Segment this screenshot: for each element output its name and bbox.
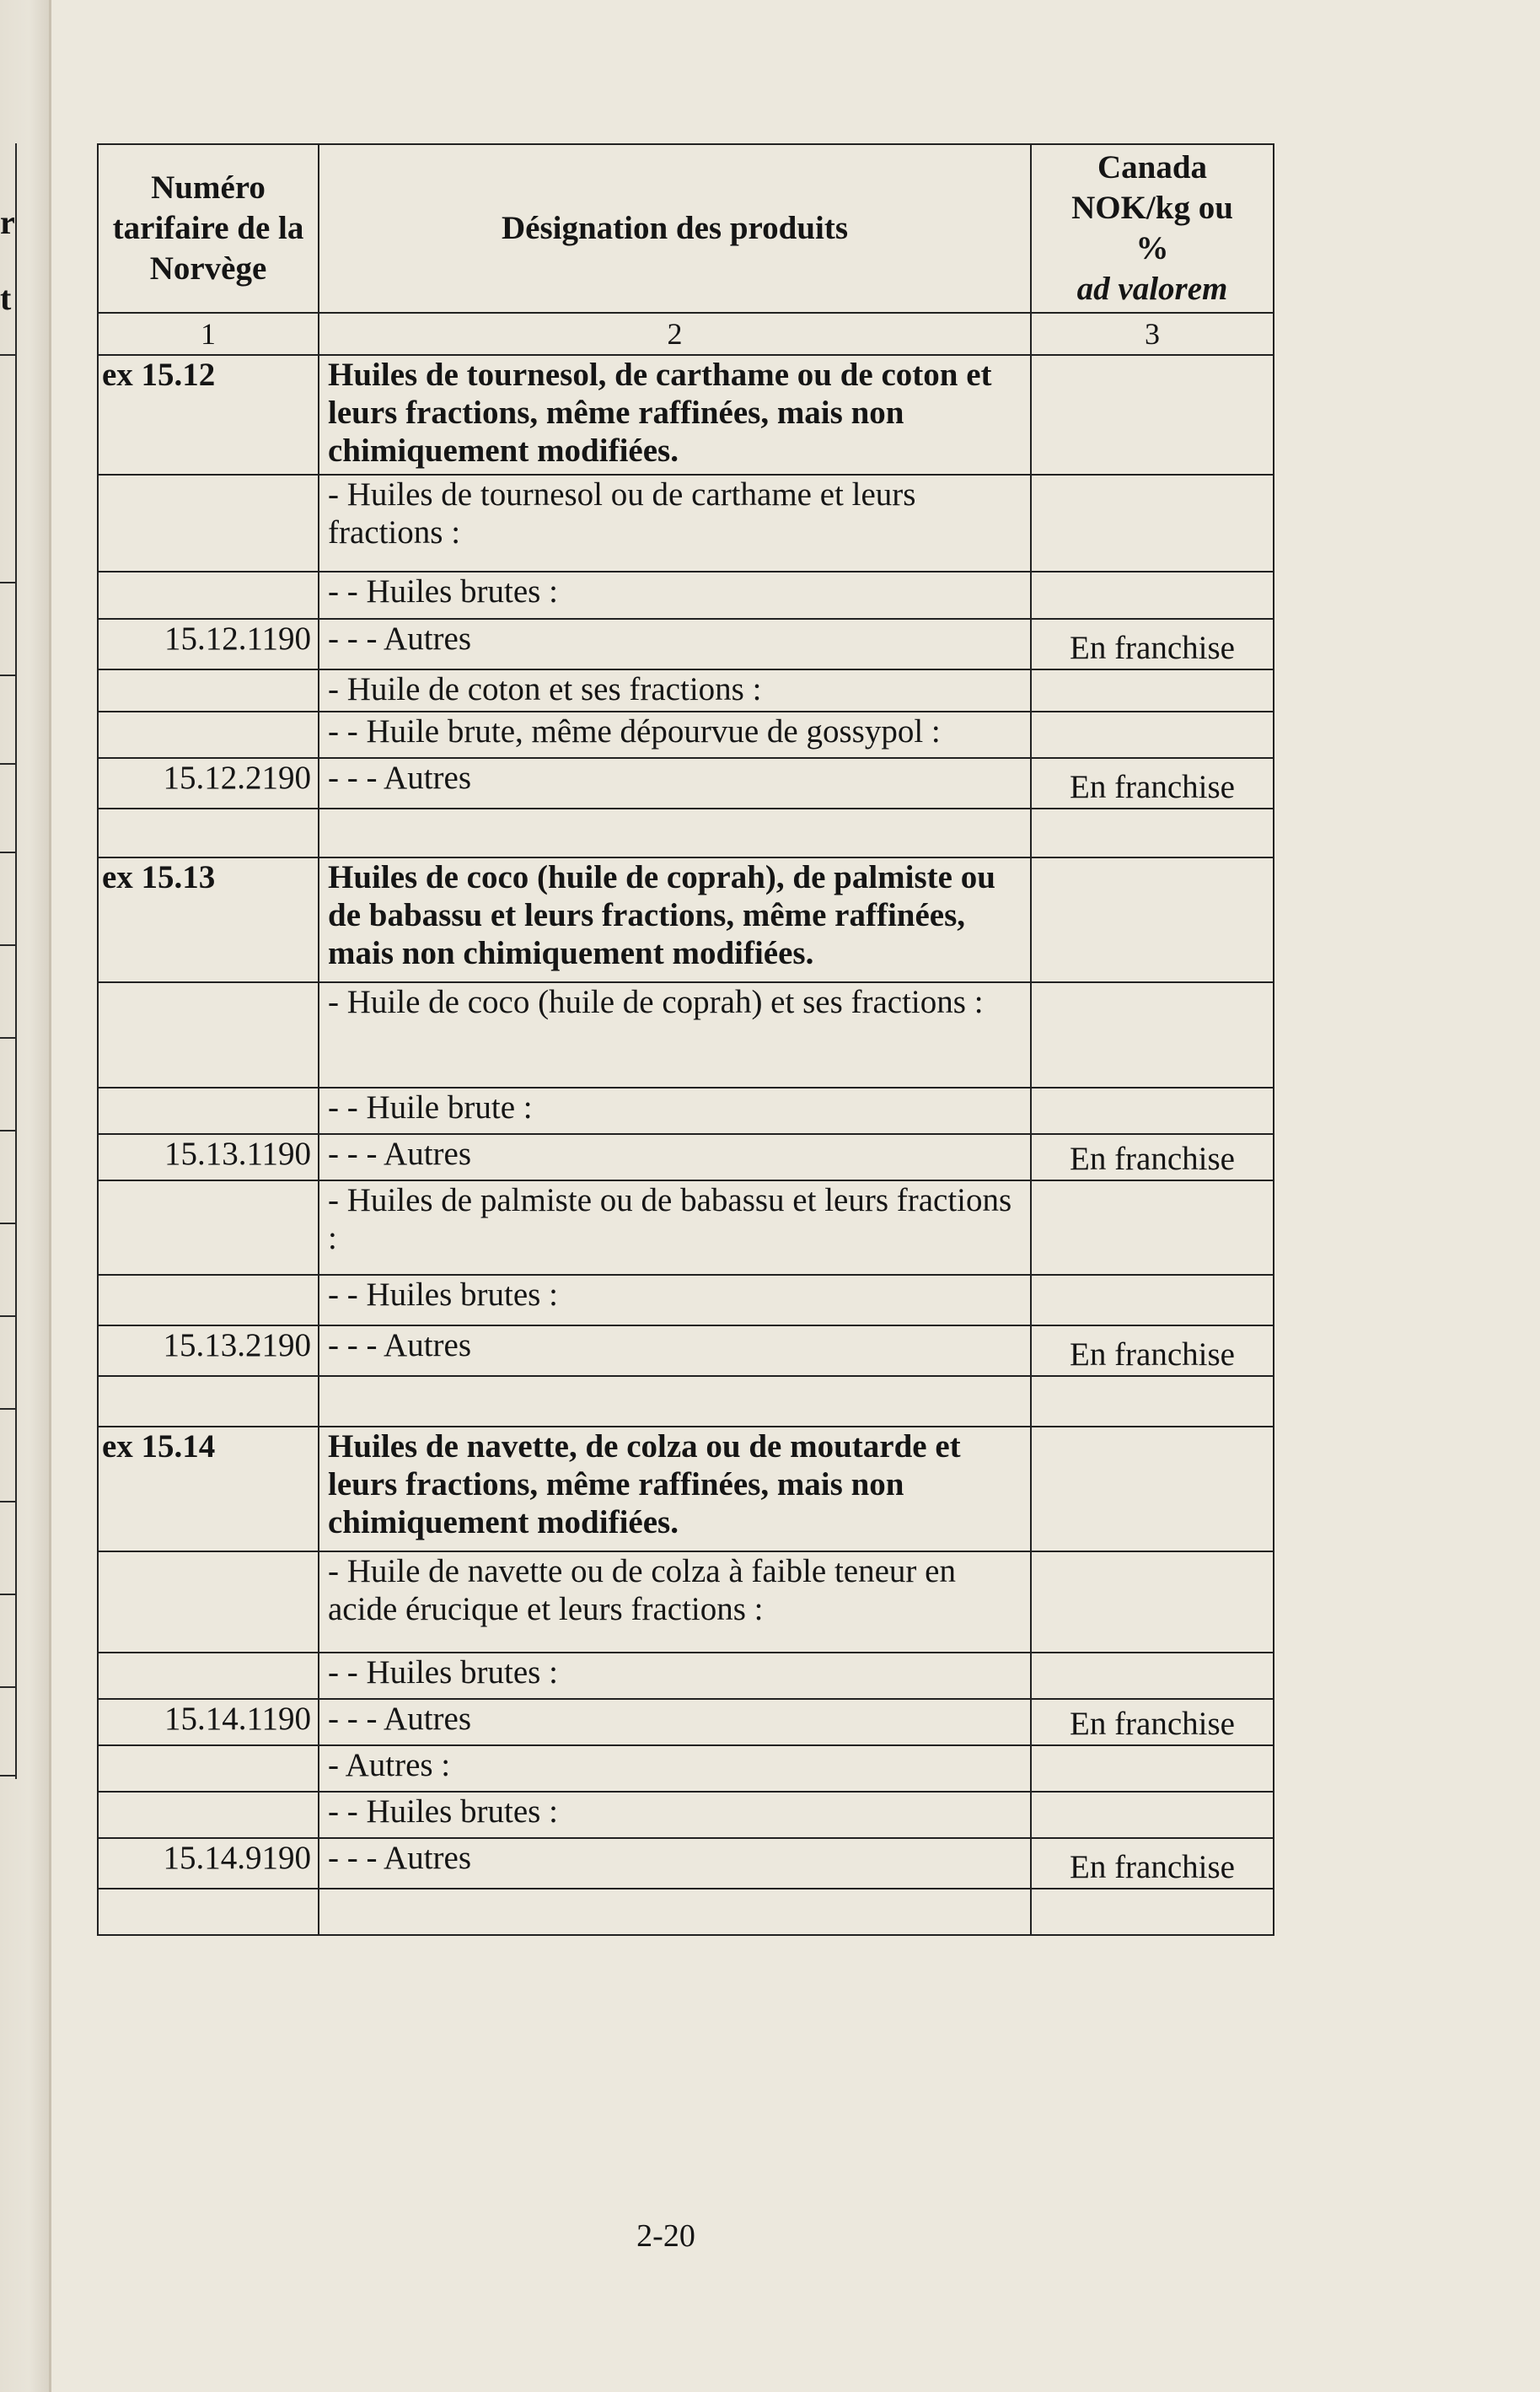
table-row bbox=[98, 1088, 1274, 1134]
table-row bbox=[98, 1551, 1274, 1653]
duty-rate-cell: En franchise bbox=[1031, 619, 1274, 669]
table-row bbox=[98, 1134, 1274, 1180]
duty-rate-cell bbox=[1031, 712, 1274, 758]
header-row bbox=[98, 144, 1274, 313]
duty-rate-cell bbox=[1031, 1275, 1274, 1325]
tariff-table-body bbox=[98, 355, 1274, 1935]
table-row bbox=[98, 1275, 1274, 1325]
duty-rate-cell bbox=[1031, 1551, 1274, 1653]
duty-rate-cell bbox=[1031, 809, 1274, 857]
duty-rate-cell bbox=[1031, 1180, 1274, 1275]
product-designation-cell: - Autres : bbox=[319, 1745, 1031, 1792]
column-number-1: 1 bbox=[98, 313, 319, 355]
table-row bbox=[98, 1792, 1274, 1838]
duty-rate-cell: En franchise bbox=[1031, 1838, 1274, 1889]
table-row bbox=[98, 758, 1274, 809]
column-number-row bbox=[98, 313, 1274, 355]
tariff-number-cell bbox=[98, 1745, 319, 1792]
table-row bbox=[98, 1699, 1274, 1745]
adjacent-page-border bbox=[15, 143, 17, 1779]
tariff-number-cell bbox=[98, 572, 319, 619]
duty-rate-cell bbox=[1031, 355, 1274, 475]
duty-rate-cell: En franchise bbox=[1031, 1325, 1274, 1376]
tariff-number-cell bbox=[98, 1653, 319, 1699]
product-designation-cell: - Huiles de tournesol ou de carthame et leurs fractions : bbox=[319, 475, 1031, 572]
table-row bbox=[98, 475, 1274, 572]
product-designation-cell: Huiles de navette, de colza ou de moutarde et leurs fractions, même raffinées, mais non chimiquement modifiées. bbox=[319, 1427, 1031, 1551]
product-designation-cell bbox=[319, 1376, 1031, 1427]
header-nok-line: NOK/kg ou bbox=[1071, 190, 1233, 226]
duty-rate-cell: En franchise bbox=[1031, 758, 1274, 809]
duty-rate-cell bbox=[1031, 572, 1274, 619]
product-designation-cell bbox=[319, 1889, 1031, 1935]
product-designation-cell: - - Huiles brutes : bbox=[319, 1275, 1031, 1325]
duty-rate-cell bbox=[1031, 1792, 1274, 1838]
product-designation-cell: - Huile de coton et ses fractions : bbox=[319, 669, 1031, 712]
duty-rate-cell bbox=[1031, 982, 1274, 1088]
adjacent-page-edge bbox=[0, 0, 51, 2392]
tariff-number-cell bbox=[98, 1889, 319, 1935]
table-row bbox=[98, 669, 1274, 712]
tariff-number-cell: 15.12.2190 bbox=[98, 758, 319, 809]
duty-rate-cell bbox=[1031, 1427, 1274, 1551]
product-designation-cell: - - Huiles brutes : bbox=[319, 572, 1031, 619]
table-row bbox=[98, 1376, 1274, 1427]
tariff-number-cell: 15.13.1190 bbox=[98, 1134, 319, 1180]
table-row bbox=[98, 809, 1274, 857]
product-designation-cell: - Huile de coco (huile de coprah) et ses fractions : bbox=[319, 982, 1031, 1088]
table-row bbox=[98, 1745, 1274, 1792]
tariff-number-cell: ex 15.13 bbox=[98, 857, 319, 982]
duty-rate-cell bbox=[1031, 1088, 1274, 1134]
product-designation-cell: - - Huile brute, même dépourvue de gossypol : bbox=[319, 712, 1031, 758]
table-row bbox=[98, 712, 1274, 758]
tariff-number-cell bbox=[98, 1275, 319, 1325]
table-row bbox=[98, 1427, 1274, 1551]
header-canada-line: Canada bbox=[1097, 149, 1208, 185]
table-row bbox=[98, 1325, 1274, 1376]
product-designation-cell: - Huile de navette ou de colza à faible teneur en acide érucique et leurs fractions : bbox=[319, 1551, 1031, 1653]
tariff-number-cell bbox=[98, 1792, 319, 1838]
product-designation-cell: Huiles de coco (huile de coprah), de palmiste ou de babassu et leurs fractions, même raffinées, mais non chimiquement modifiées. bbox=[319, 857, 1031, 982]
duty-rate-cell bbox=[1031, 1745, 1274, 1792]
product-designation-cell: - - - Autres bbox=[319, 758, 1031, 809]
product-designation-cell: - - - Autres bbox=[319, 619, 1031, 669]
margin-glyph: t bbox=[0, 279, 12, 317]
tariff-number-cell: 15.13.2190 bbox=[98, 1325, 319, 1376]
tariff-number-cell: 15.14.9190 bbox=[98, 1838, 319, 1889]
tariff-number-cell bbox=[98, 982, 319, 1088]
tariff-number-cell: 15.12.1190 bbox=[98, 619, 319, 669]
tariff-number-cell bbox=[98, 712, 319, 758]
duty-rate-cell: En franchise bbox=[1031, 1699, 1274, 1745]
table-row bbox=[98, 857, 1274, 982]
header-tariff-number: Numéro tarifaire de la Norvège bbox=[98, 144, 319, 313]
duty-rate-cell bbox=[1031, 1653, 1274, 1699]
product-designation-cell bbox=[319, 809, 1031, 857]
header-ad-valorem-line: ad valorem bbox=[1076, 271, 1228, 307]
product-designation-cell: - - - Autres bbox=[319, 1838, 1031, 1889]
product-designation-cell: - - Huiles brutes : bbox=[319, 1792, 1031, 1838]
duty-rate-cell bbox=[1031, 475, 1274, 572]
tariff-table-container bbox=[97, 143, 1273, 1936]
table-row bbox=[98, 355, 1274, 475]
tariff-number-cell: 15.14.1190 bbox=[98, 1699, 319, 1745]
product-designation-cell: Huiles de tournesol, de carthame ou de coton et leurs fractions, même raffinées, mais non chimiquement modifiées. bbox=[319, 355, 1031, 475]
product-designation-cell: - - - Autres bbox=[319, 1134, 1031, 1180]
header-percent-line: % bbox=[1135, 230, 1169, 266]
duty-rate-cell bbox=[1031, 857, 1274, 982]
product-designation-cell: - - Huiles brutes : bbox=[319, 1653, 1031, 1699]
duty-rate-cell bbox=[1031, 669, 1274, 712]
duty-rate-cell: En franchise bbox=[1031, 1134, 1274, 1180]
product-designation-cell: - - - Autres bbox=[319, 1325, 1031, 1376]
tariff-number-cell bbox=[98, 1088, 319, 1134]
table-row bbox=[98, 572, 1274, 619]
header-product-designation: Désignation des produits bbox=[319, 144, 1031, 313]
tariff-number-cell bbox=[98, 809, 319, 857]
header-canada-rate bbox=[1031, 144, 1274, 313]
table-row bbox=[98, 982, 1274, 1088]
tariff-number-cell bbox=[98, 1376, 319, 1427]
table-row bbox=[98, 1889, 1274, 1935]
table-row bbox=[98, 1838, 1274, 1889]
table-row bbox=[98, 1653, 1274, 1699]
product-designation-cell: - - Huile brute : bbox=[319, 1088, 1031, 1134]
tariff-table bbox=[97, 143, 1274, 1936]
margin-glyph: r bbox=[0, 203, 15, 241]
column-number-3: 3 bbox=[1031, 313, 1274, 355]
product-designation-cell: - - - Autres bbox=[319, 1699, 1031, 1745]
duty-rate-cell bbox=[1031, 1889, 1274, 1935]
table-row bbox=[98, 1180, 1274, 1275]
duty-rate-cell bbox=[1031, 1376, 1274, 1427]
tariff-number-cell bbox=[98, 1551, 319, 1653]
column-number-2: 2 bbox=[319, 313, 1031, 355]
tariff-number-cell bbox=[98, 669, 319, 712]
table-row bbox=[98, 619, 1274, 669]
tariff-number-cell: ex 15.12 bbox=[98, 355, 319, 475]
tariff-number-cell bbox=[98, 1180, 319, 1275]
tariff-number-cell: ex 15.14 bbox=[98, 1427, 319, 1551]
product-designation-cell: - Huiles de palmiste ou de babassu et leurs fractions : bbox=[319, 1180, 1031, 1275]
tariff-number-cell bbox=[98, 475, 319, 572]
page-number: 2-20 bbox=[636, 2218, 695, 2254]
